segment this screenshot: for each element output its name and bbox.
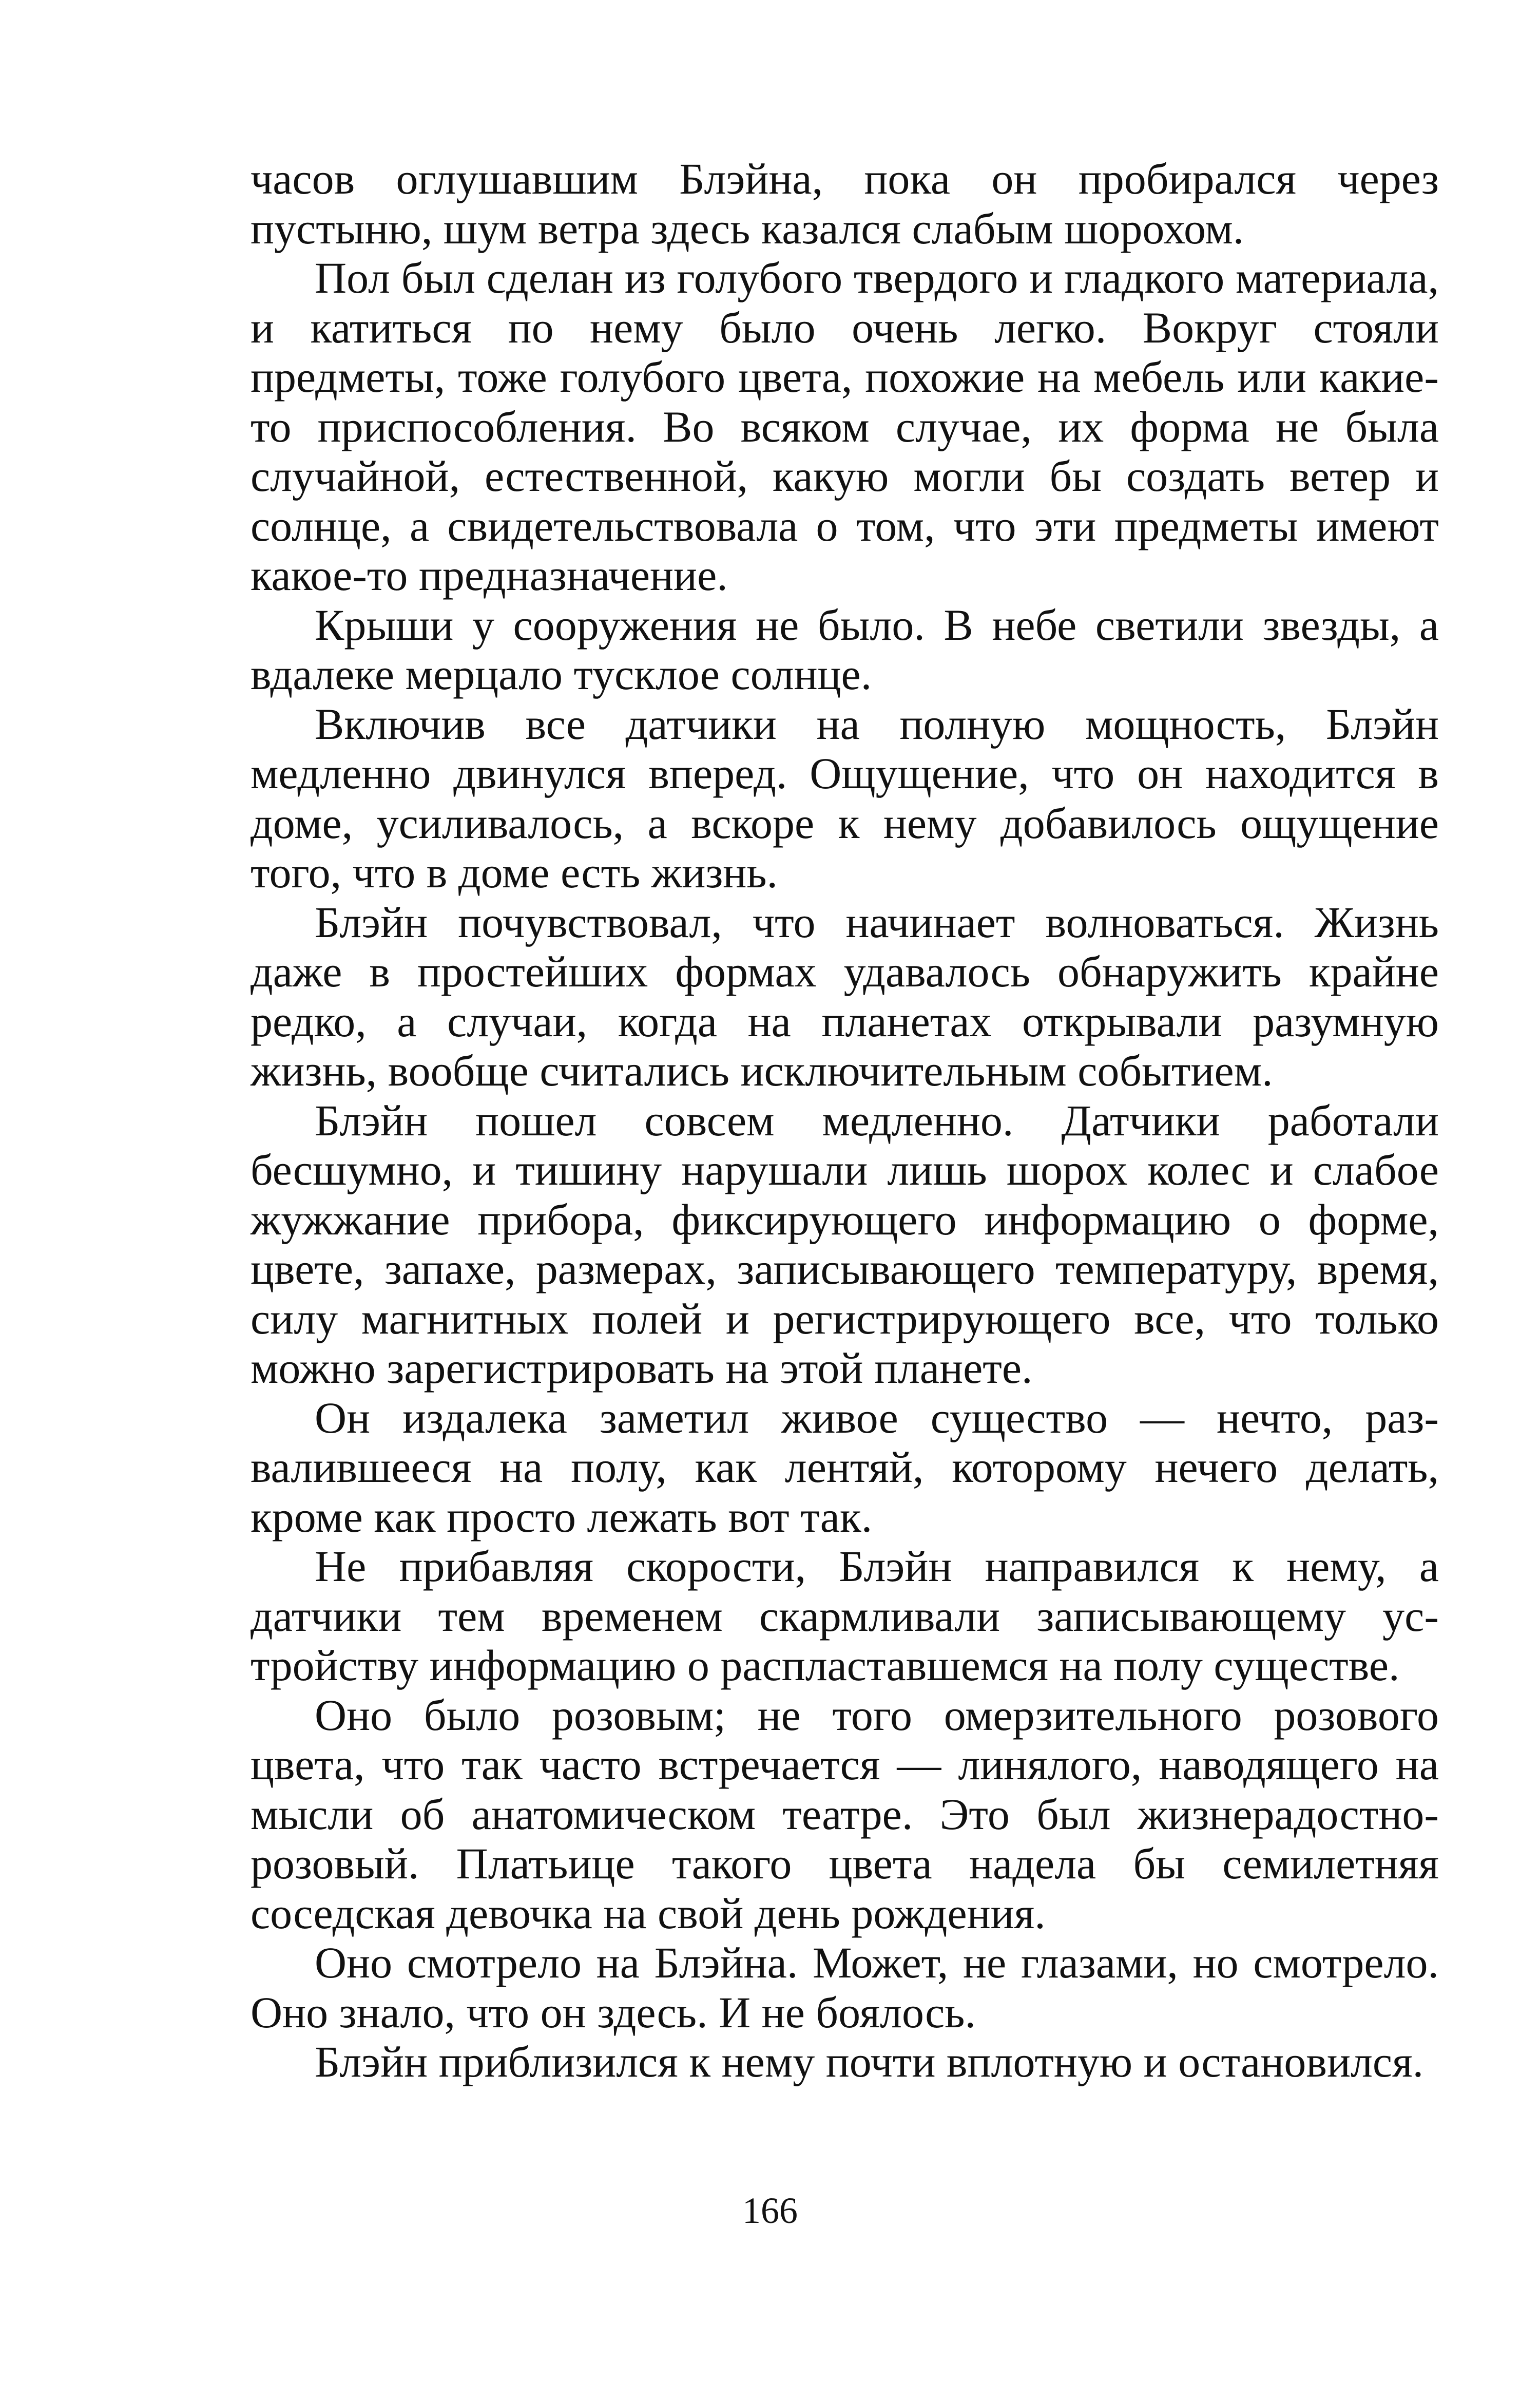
paragraph-4: Включив все датчики на полную мощность, Блэйн медленно двинулся вперед. Ощущение, что он находится в доме, усиливалось, а вскоре к нему добавилось ощущение того, что в доме есть жизнь. [251,699,1439,897]
paragraph-11: Блэйн приблизился к нему почти вплотную и остановился. [315,2037,1424,2086]
page-number: 166 [742,2190,798,2231]
paragraph-6: Блэйн пошел совсем медленно. Датчики работали бесшумно, и тишину нарушали лишь шорох колес и слабое жужжание прибора, фиксирующего информацию о форме, цвете, запахе, размерах, записывающего температуру, время, силу магнитных полей и регистрирующего все, что только можно зарегистрировать на этой планете. [251,1095,1439,1393]
paragraph-7: Он издалека заметил живое существо — нечто, развалившееся на полу, как лентяй, которому нечего делать, кроме как просто лежать вот так. [251,1393,1439,1542]
paragraph-3: Крыши у сооружения не было. В небе светили звезды, а вдалеке мерцало тусклое солнце. [251,600,1439,699]
paragraph-9: Оно было розовым; не того омерзительного розового цвета, что так часто встречается — линялого, наводящего на мысли об анатомическом театре. Это был жизнерадостно-розовый. Платьице такого цвета надела бы семилетняя соседская девочка на свой день рождения. [251,1690,1439,1938]
paragraph-5: Блэйн почувствовал, что начинает волноваться. Жизнь даже в простейших формах удавалось обнаружить крайне редко, а случаи, когда на планетах открывали разумную жизнь, вообще считались исключительным событием. [251,897,1439,1095]
body-text [251,154,1439,2087]
paragraph-1: часов оглушавшим Блэйна, пока он пробирался через пустыню, шум ветра здесь казался слабым шорохом. [251,154,1439,253]
paragraph-8: Не прибавляя скорости, Блэйн направился к нему, а датчики тем временем скармливали записывающему устройству информацию о распластавшемся на полу существе. [251,1542,1439,1690]
paragraph-10: Оно смотрело на Блэйна. Может, не глазами, но смотрело. Оно знало, что он здесь. И не боялось. [251,1938,1439,2037]
paragraph-2: Пол был сделан из голубого твердого и гладкого материала, и катиться по нему было очень легко. Вокруг стояли предметы, тоже голубого цвета, похожие на мебель или какие-то приспособления. Во всяком случае, их форма не была случайной, естественной, какую могли бы создать ветер и солнце, а свидетельствовала о том, что эти предметы имеют какое-то предназначение. [251,253,1439,600]
